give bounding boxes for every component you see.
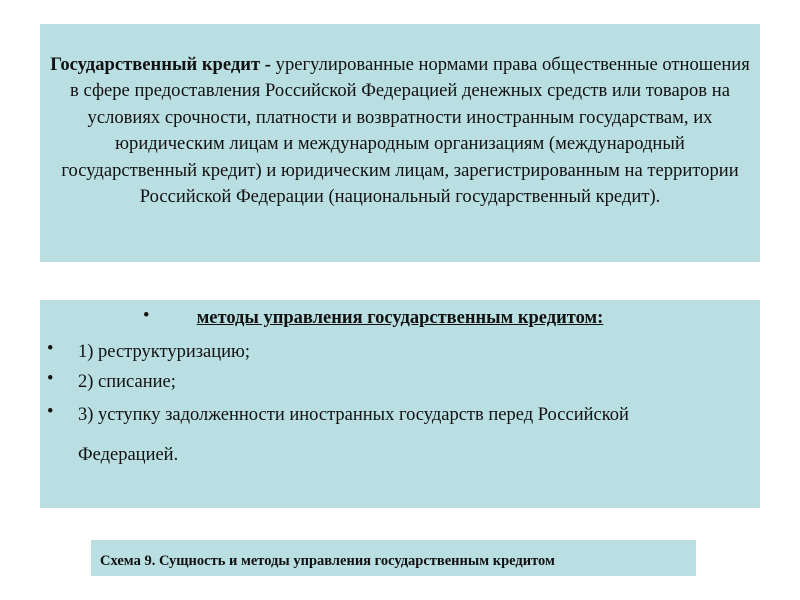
bullet-icon: •: [47, 339, 54, 359]
definition-text: урегулированные нормами права общественные отношения в сфере предоставления Российской Федерацией денежных средств или товаров на условиях срочности, платности и возвратности иностранным государствам, их юридическим лицам и международным организациям (международный государственный кредит) и юридическим лицам, зарегистрированным на территории Российской Федерации (национальный государственный кредит).: [61, 54, 750, 208]
bullet-icon: •: [47, 369, 54, 389]
definition-dash: -: [260, 54, 276, 75]
caption-box: [91, 540, 696, 576]
bullet-icon: •: [47, 402, 54, 422]
methods-box: • методы управления государственным кредитом: • 1) реструктуризацию; • 2) списание; • 3) уступку задолженности иностранных государств перед Российской Федерацией.: [40, 300, 760, 508]
definition-box: [40, 24, 760, 262]
bullet-icon: •: [143, 306, 150, 326]
methods-heading: • методы управления государственным кредитом:: [143, 306, 604, 328]
definition-term: Государственный кредит: [50, 54, 261, 75]
caption-text: Схема 9. Сущность и методы управления государственным кредитом: [100, 553, 555, 569]
